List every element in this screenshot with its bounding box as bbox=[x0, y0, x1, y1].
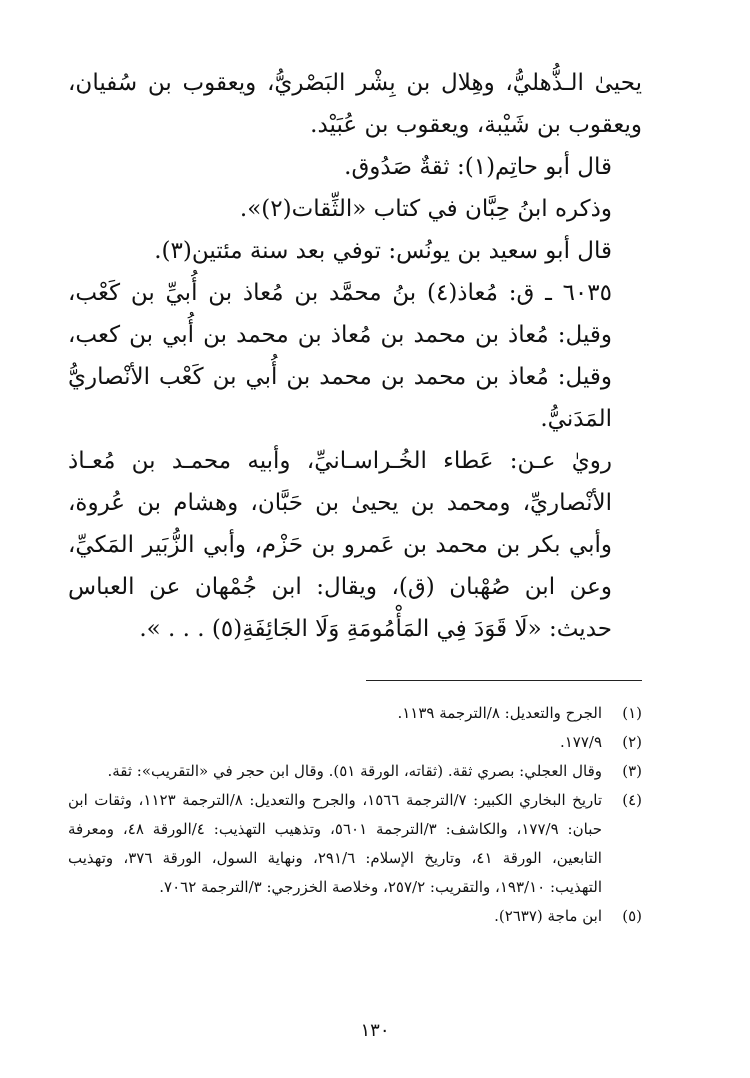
footnote-5 bbox=[68, 902, 642, 931]
footnote-text: وقال العجلي: بصري ثقة. (ثقاته، الورقة ٥١). وقال ابن حجر في «التقريب»: ثقة. bbox=[107, 762, 602, 780]
footnote-number: (٢) bbox=[622, 733, 642, 751]
page-number: ١٣٠ bbox=[360, 1020, 390, 1041]
paragraph-ibn-yunus: قال أبو سعيد بن يونُس: توفي بعد سنة مئتين(٣). bbox=[154, 238, 612, 264]
paragraph-abu-hatim: قال أبو حاتِم(١): ثقةٌ صَدُوق. bbox=[344, 154, 612, 180]
footnote-1 bbox=[68, 699, 642, 728]
footnote-number: (١) bbox=[622, 704, 642, 722]
footnotes bbox=[68, 699, 642, 931]
footnote-text: تاريخ البخاري الكبير: ٧/الترجمة ١٥٦٦، والجرح والتعديل: ٨/الترجمة ١١٢٣، وثقات ابن حبان: ١٧٧/٩، والكاشف: ٣/الترجمة ٥٦٠١، وتذهيب التهذيب: ٤/الورقة ٤٨، ومعرفة التابعين، الورقة ٤١، وتاريخ الإسلام: ٢٩١/٦، ونهاية السول، الورقة ٣٧٦، وتهذيب التهذيب: ١٩٣/١٠، والتقريب: ٢٥٧/٢، وخلاصة الخزرجي: ٣/الترجمة ٧٠٦٢. bbox=[68, 791, 603, 896]
entry-heading-6035: ٦٠٣٥ ـ ق: مُعاذ(٤) بنُ محمَّد بن مُعاذ بن أُبيِّ بن كَعْب، وقيل: مُعاذ بن محمد بن مُعاذ بن محمد بن أُبي بن كعب، وقيل: مُعاذ بن محمد بن محمد بن أُبي بن كَعْب الأنْصاريُّ المَدَنيُّ. bbox=[68, 280, 612, 432]
footnote-text: الجرح والتعديل: ٨/الترجمة ١١٣٩. bbox=[397, 704, 602, 722]
main-text bbox=[68, 62, 642, 650]
footnote-2 bbox=[68, 728, 642, 757]
footnote-number: (٥) bbox=[622, 907, 642, 925]
footnote-3 bbox=[68, 757, 642, 786]
paragraph-continuation: يحيىٰ الـذُّهليُّ، وهِلال بن بِشْر البَصْريُّ، ويعقوب بن سُفيان، ويعقوب بن شَيْبة، ويعقوب بن عُبَيْد. bbox=[68, 70, 642, 138]
footnote-text: ١٧٧/٩. bbox=[559, 733, 602, 751]
footnote-4 bbox=[68, 786, 642, 902]
paragraph-ibn-hibban: وذكره ابنُ حِبَّان في كتاب «الثِّقات(٢)». bbox=[239, 196, 612, 222]
footnote-number: (٤) bbox=[622, 791, 642, 809]
footnote-divider bbox=[366, 680, 642, 681]
footnote-text: ابن ماجة (٢٦٣٧). bbox=[494, 907, 602, 925]
footnote-number: (٣) bbox=[622, 762, 642, 780]
paragraph-narrated-from: رويٰ عـن: عَطاء الخُـراسـانيِّ، وأبيه محمـد بن مُعـاذ الأنْصاريِّ، ومحمد بن يحيىٰ بن حَبَّان، وهشام بن عُروة، وأبي بكر بن محمد بن عَمرو بن حَزْم، وأبي الزُّبَير المَكيِّ، وعن ابن صُهْبان (ق)، ويقال: ابن جُمْهان عن العباس حديث: «لَا قَوَدَ فِي المَأْمُومَةِ وَلَا الجَائِفَةِ(٥) . . . ». bbox=[68, 448, 612, 642]
